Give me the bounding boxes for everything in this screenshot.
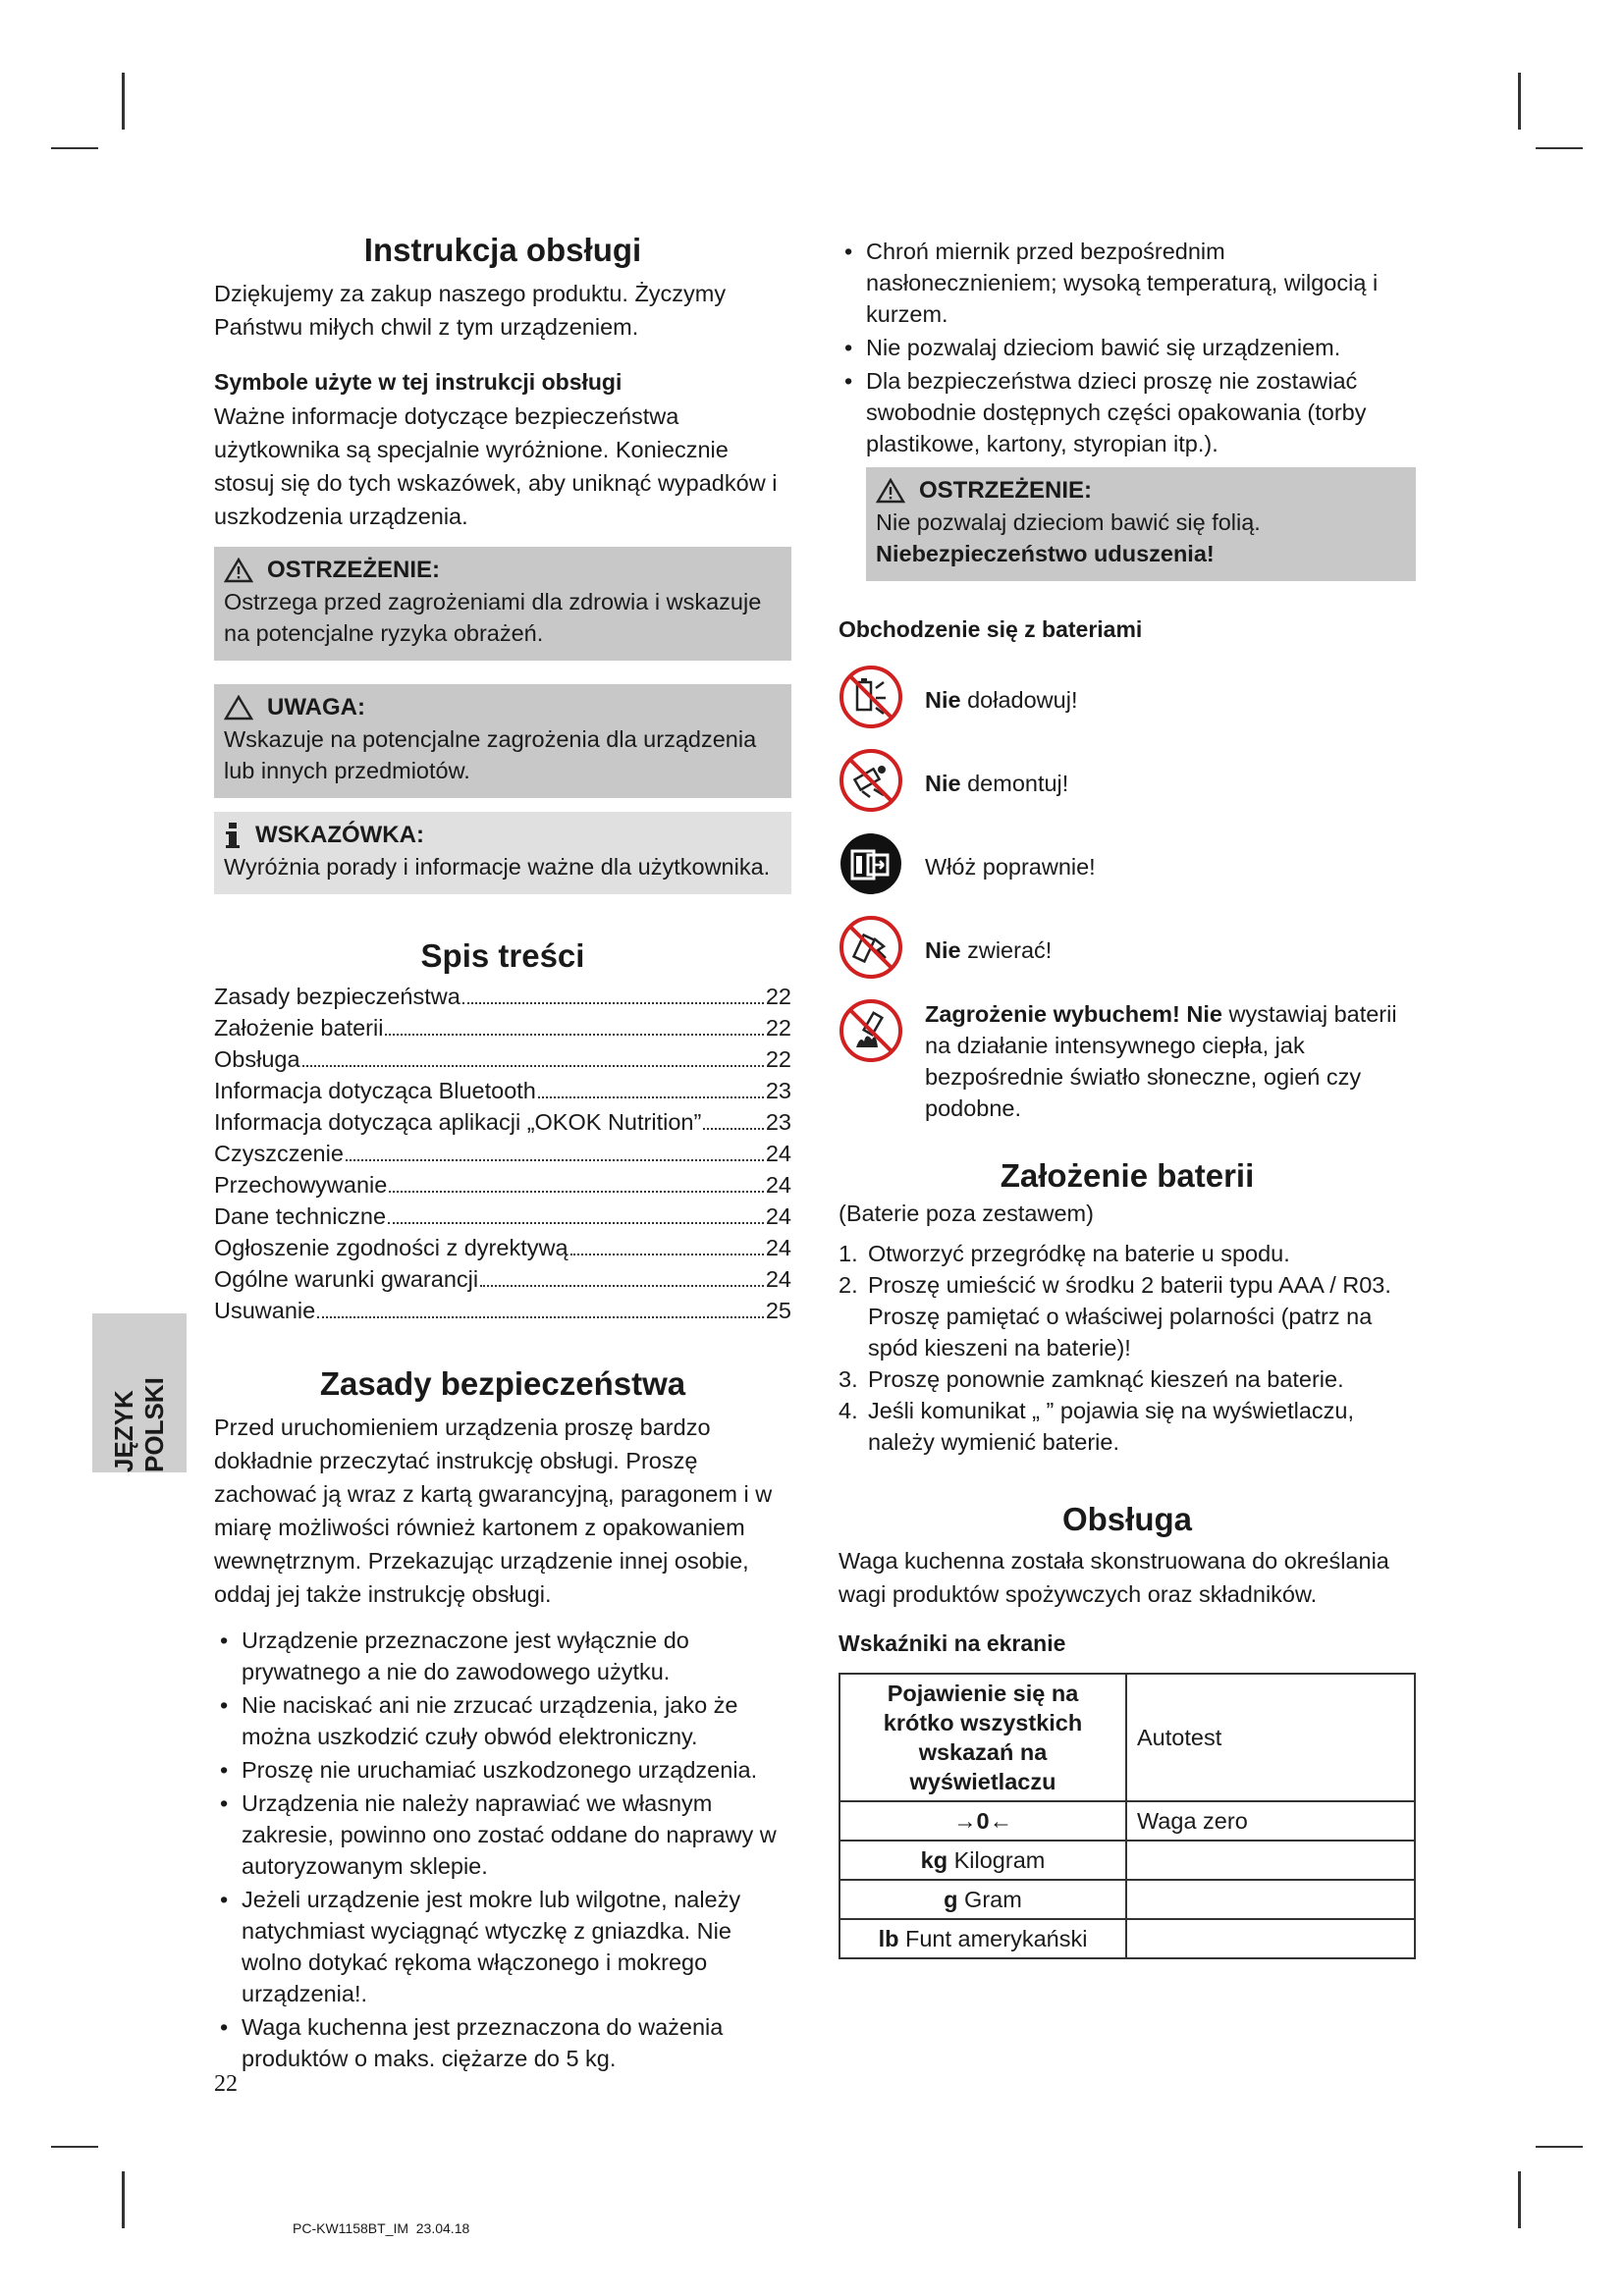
bullet-dot: • [844,368,853,394]
toc-row[interactable] [214,1201,791,1232]
crop-mark [51,147,98,149]
indicator-symbol-cell [839,1880,1126,1919]
toc-label: Dane techniczne [214,1203,387,1229]
side-tab-label: JĘZYK POLSKI [109,1377,169,1472]
install-step [839,1395,1416,1458]
caution-triangle-icon [224,695,253,721]
crop-mark [122,73,125,130]
toc-row[interactable] [214,1263,791,1295]
no-recharge-icon [839,665,903,734]
toc-leader [703,1128,764,1130]
indicators-table [839,1673,1416,1959]
page-title: Instrukcja obsługi [363,232,642,268]
toc-page: 24 [765,1172,791,1198]
toc-row[interactable] [214,1012,791,1043]
bullet-text: Chroń miernik przed bezpośrednim nasłonecznieniem; wysoką temperaturą, wilgocią i kurzem. [866,239,1379,327]
symbols-text: Ważne informacje dotyczące bezpieczeństwa użytkownika są specjalnie wyróżnione. Koniecznie stosuj się do tych wskazówek, aby uniknąć wypadków i uszkodzenia urządzenia. [214,403,778,529]
toc-leader [462,1002,764,1004]
bullet-dot: • [220,1692,229,1718]
toc-leader [302,1065,764,1067]
toc-page: 23 [765,1078,791,1103]
warning-box [214,547,791,661]
toc-label: Obsługa [214,1046,300,1072]
bullet-text: Nie pozwalaj dzieciom bawić się urządzeniem. [866,335,1341,360]
toc-row[interactable] [214,1043,791,1075]
step-text: Proszę umieścić w środku 2 baterii typu AAA / R03. Proszę pamiętać o właściwej polarności (patrz na spód kieszeni na baterie)! [868,1272,1391,1361]
indicator-symbol-cell [839,1801,1126,1841]
toc-label: Założenie baterii [214,1015,384,1041]
toc-leader [389,1191,764,1193]
caution-title: UWAGA: [267,694,365,721]
indicator-unit: g [944,1887,958,1912]
list-item [214,2011,791,2074]
install-step [839,1238,1416,1269]
language-side-tab [92,1313,187,1472]
toc-page: 24 [765,1203,791,1229]
indicator-meaning-cell: Waga zero [1126,1801,1415,1841]
battery-symbol-bold: Nie [925,686,961,713]
no-disassemble-icon [839,748,903,818]
table-row [839,1801,1415,1841]
toc-page: 24 [765,1266,791,1292]
toc-leader [538,1096,764,1098]
note-box [214,812,791,894]
step-text: Proszę ponownie zamknąć kieszeń na baterie. [868,1366,1344,1392]
insert-correctly-icon [839,831,903,901]
toc-label: Informacja dotycząca aplikacji „OKOK Nutrition” [214,1109,702,1135]
battery-symbol-bold: Nie [925,936,961,963]
indicator-symbol: →0← [952,1808,1013,1834]
table-row [839,1841,1415,1880]
install-title: Założenie baterii [1000,1157,1255,1194]
list-item [214,1625,791,1687]
toc-row[interactable] [214,1106,791,1138]
toc-label: Usuwanie [214,1298,316,1323]
indicator-symbol: Kilogram [947,1847,1046,1873]
info-icon [224,823,242,848]
toc-page: 23 [765,1109,791,1135]
bullet-text: Proszę nie uruchamiać uszkodzonego urządzenia. [242,1757,758,1783]
safety-bullet-list [214,1625,791,2074]
toc-leader [388,1222,764,1224]
crop-mark [51,2146,98,2148]
battery-symbol-row [839,748,1416,818]
right-column [839,236,1416,1959]
crop-mark [1518,2171,1521,2228]
caution-text: Wskazuje na potencjalne zagrożenia dla urządzenia lub innych przedmiotów. [224,726,757,783]
bullet-dot: • [220,1628,229,1653]
bullet-dot: • [220,1887,229,1912]
list-item [214,1884,791,2009]
table-row [839,1674,1415,1801]
warning-title: OSTRZEŻENIE: [267,557,441,583]
safety-title: Zasady bezpieczeństwa [319,1365,686,1402]
table-of-contents [214,981,791,1326]
operation-title: Obsługa [1061,1501,1193,1537]
table-row [839,1880,1415,1919]
toc-label: Ogólne warunki gwarancji [214,1266,479,1292]
list-item [214,1788,791,1882]
indicator-symbol: Pojawienie się na krótko wszystkich wskazań na wyświetlaczu [883,1681,1083,1794]
step-text: Jeśli komunikat „ ” pojawia się na wyświetlaczu, należy wymienić baterie. [868,1398,1354,1455]
indicator-symbol: Funt amerykański [898,1926,1088,1951]
battery-symbol-row [839,998,1416,1124]
explosion-hazard-icon [839,998,903,1068]
warning-triangle-icon [876,478,905,504]
indicator-symbol-cell [839,1841,1126,1880]
bullet-text: Dla bezpieczeństwa dzieci proszę nie zostawiać swobodnie dostępnych części opakowania (torby plastikowe, kartony, styropian itp.). [866,368,1367,456]
toc-page: 22 [765,984,791,1009]
battery-symbol-list [839,665,1416,1124]
battery-symbol-text [925,934,1416,966]
toc-row[interactable] [214,1138,791,1169]
toc-row[interactable] [214,981,791,1012]
battery-symbol-rest: wystawiaj baterii na działanie intensywnego ciepła, jak bezpośrednie światło słoneczne, ogień czy podobne. [925,1001,1397,1121]
operation-text: Waga kuchenna została skonstruowana do określania wagi produktów spożywczych oraz składników. [839,1548,1389,1607]
toc-label: Przechowywanie [214,1172,388,1198]
indicator-meaning-cell [1126,1919,1415,1958]
right-warning-box [866,467,1416,581]
step-number: 3. [839,1366,858,1392]
indicators-heading: Wskaźniki na ekranie [839,1630,1066,1656]
table-row [839,1919,1415,1958]
toc-label: Ogłoszenie zgodności z dyrektywą [214,1235,568,1260]
toc-row[interactable] [214,1295,791,1326]
bullet-text: Waga kuchenna jest przeznaczona do ważenia produktów o maks. ciężarze do 5 kg. [242,2014,724,2071]
toc-label: Informacja dotycząca Bluetooth [214,1078,536,1103]
bullet-dot: • [844,239,853,264]
toc-leader [346,1159,764,1161]
page-number: 22 [214,2071,238,2097]
indicator-unit: lb [878,1926,899,1951]
battery-symbol-rest: demontuj! [960,770,1069,796]
battery-symbol-text [925,684,1416,716]
battery-symbol-rest: doładowuj! [960,686,1078,713]
toc-page: 22 [765,1015,791,1041]
install-step [839,1363,1416,1395]
battery-symbol-row [839,915,1416,985]
toc-page: 25 [765,1298,791,1323]
footer-code: PC-KW1158BT_IM 23.04.18 [293,2220,470,2236]
indicator-unit: kg [920,1847,948,1873]
indicator-symbol-cell [839,1919,1126,1958]
crop-mark [1536,147,1583,149]
battery-symbol-rest: zwierać! [960,936,1053,963]
toc-label: Zasady bezpieczeństwa [214,984,460,1009]
install-note: (Baterie poza zestawem) [839,1201,1094,1226]
indicator-symbol: Gram [957,1887,1022,1912]
intro-text: Dziękujemy za zakup naszego produktu. Życzymy Państwu miłych chwil z tym urządzeniem. [214,281,727,340]
step-text: Otworzyć przegródkę na baterie u spodu. [868,1241,1290,1266]
right-warning-text: Nie pozwalaj dzieciom bawić się folią. [876,509,1261,535]
install-step [839,1269,1416,1363]
right-warning-title: OSTRZEŻENIE: [919,477,1093,504]
bullet-text: Jeżeli urządzenie jest mokre lub wilgotne, należy natychmiast wyciągnąć wtyczkę z gniazdka. Nie wolno dotykać rękoma włączonego i mokrego urządzenia!. [242,1887,741,2006]
toc-row[interactable] [214,1075,791,1106]
bullet-dot: • [220,1757,229,1783]
caution-box [214,684,791,798]
list-item [214,1689,791,1752]
install-steps [839,1238,1416,1458]
battery-symbol-row [839,831,1416,901]
safety-intro: Przed uruchomieniem urządzenia proszę bardzo dokładnie przeczytać instrukcję obsługi. Proszę zachować ją wraz z kartą gwarancyjną, paragonem i w miarę możliwości również kartonem z opakowaniem wewnętrznym. Przekazując urządzenie innej osobie, oddaj jej także instrukcję obsługi. [214,1415,773,1607]
bullet-text: Urządzenie przeznaczone jest wyłącznie do prywatnego a nie do zawodowego użytku. [242,1628,689,1684]
indicator-meaning-cell [1126,1880,1415,1919]
toc-row[interactable] [214,1232,791,1263]
battery-symbol-rest: Włóż poprawnie! [925,853,1096,880]
crop-mark [1536,2146,1583,2148]
toc-leader [570,1254,764,1255]
symbols-heading: Symbole użyte w tej instrukcji obsługi [214,369,623,395]
note-title: WSKAZÓWKA: [255,822,424,848]
step-number: 1. [839,1241,858,1266]
battery-symbol-text [925,851,1416,882]
battery-symbol-bold: Zagrożenie wybuchem! Nie [925,1001,1222,1027]
indicator-meaning-cell [1126,1841,1415,1880]
indicator-symbol-cell [839,1674,1126,1801]
indicator-meaning-cell: Autotest [1126,1674,1415,1801]
toc-page: 22 [765,1046,791,1072]
right-warning-bold: Niebezpieczeństwo uduszenia! [876,541,1215,566]
toc-leader [385,1034,763,1036]
toc-page: 24 [765,1235,791,1260]
battery-symbol-text [925,768,1416,799]
no-short-circuit-icon [839,915,903,985]
list-item [839,236,1416,330]
battery-symbol-bold: Nie [925,770,961,796]
toc-label: Czyszczenie [214,1141,344,1166]
toc-row[interactable] [214,1169,791,1201]
warning-text: Ostrzega przed zagrożeniami dla zdrowia i wskazuje na potencjalne ryzyka obrażeń. [224,589,762,646]
toc-leader [480,1285,764,1287]
bullet-dot: • [220,2014,229,2040]
warning-triangle-icon [224,558,253,583]
crop-mark [122,2171,125,2228]
batteries-heading: Obchodzenie się z bateriami [839,616,1143,642]
crop-mark [1518,73,1521,130]
bullet-dot: • [844,335,853,360]
step-number: 2. [839,1272,858,1298]
list-item [839,332,1416,363]
toc-title: Spis treści [420,937,585,974]
battery-symbol-row [839,665,1416,734]
battery-symbol-text [925,998,1416,1124]
step-number: 4. [839,1398,858,1423]
list-item [839,365,1416,459]
note-text: Wyróżnia porady i informacje ważne dla użytkownika. [224,854,771,880]
left-column [214,232,791,2076]
toc-leader [317,1316,764,1318]
toc-page: 24 [765,1141,791,1166]
bullet-dot: • [220,1790,229,1816]
bullet-text: Nie naciskać ani nie zrzucać urządzenia, jako że można uszkodzić czuły obwód elektroniczny. [242,1692,738,1749]
right-bullet-list [839,236,1416,459]
list-item [214,1754,791,1786]
bullet-text: Urządzenia nie należy naprawiać we własnym zakresie, powinno ono zostać oddane do naprawy w autoryzowanym sklepie. [242,1790,777,1879]
